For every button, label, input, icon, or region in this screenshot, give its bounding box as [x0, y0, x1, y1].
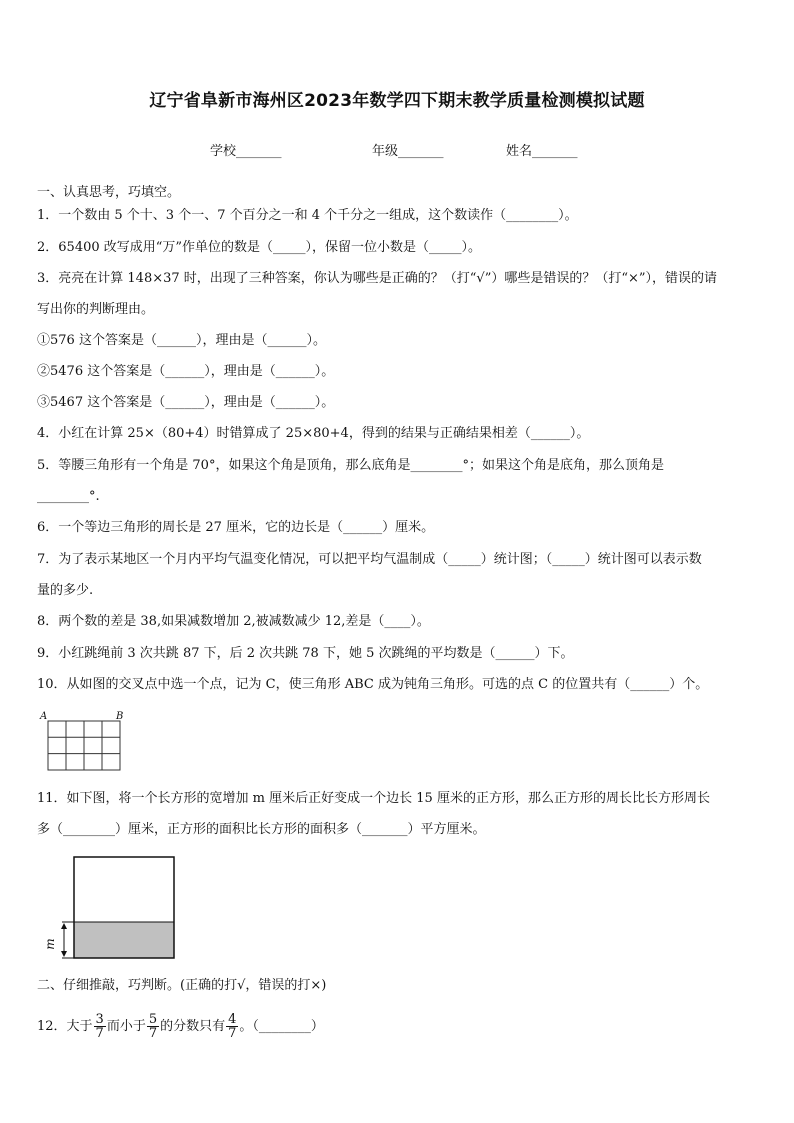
- school-field[interactable]: 学校_______: [210, 144, 282, 159]
- question-4: 4．小红在计算 25×（80+4）时错算成了 25×80+4，得到的结果与正确结果相差（______）。: [37, 426, 590, 441]
- question-3-option-1: ①576 这个答案是（______），理由是（______）。: [37, 333, 326, 348]
- arrow-up-icon: [61, 923, 67, 929]
- question-1: 1．一个数由 5 个十、3 个一、7 个百分之一和 4 个千分之一组成，这个数读作（________）。: [37, 208, 578, 223]
- q12-mid: 而小于: [106, 1019, 146, 1034]
- question-6: 6．一个等边三角形的周长是 27 厘米，它的边长是（______）厘米。: [37, 520, 435, 535]
- page-title: 辽宁省阜新市海州区2023年数学四下期末教学质量检测模拟试题: [149, 91, 645, 111]
- question-7-line-2: 量的多少.: [37, 583, 94, 598]
- grade-field[interactable]: 年级_______: [372, 144, 444, 159]
- fraction-5-7: [147, 1013, 159, 1040]
- q12-prefix: 12．大于: [37, 1019, 93, 1034]
- question-9: 9．小红跳绳前 3 次共跳 87 下，后 2 次共跳 78 下，她 5 次跳绳的平均数是（______）下。: [37, 646, 574, 661]
- added-strip: [74, 922, 174, 958]
- question-3-line-1: 3．亮亮在计算 148×37 时，出现了三种答案，你认为哪些是正确的？（打“√”）哪些是错误的？（打“×”），错误的请: [37, 271, 718, 286]
- fraction-denominator: 7: [148, 1026, 158, 1041]
- q12-mid2: 的分数只有: [160, 1019, 226, 1034]
- fraction-numerator: 5: [148, 1012, 158, 1027]
- question-8: 8．两个数的差是 38,如果减数增加 2,被减数减少 12,差是（____）。: [37, 614, 430, 629]
- point-b-label: B: [116, 711, 124, 722]
- question-3-option-3: ③5467 这个答案是（______），理由是（______）。: [37, 395, 335, 410]
- name-field[interactable]: 姓名_______: [506, 144, 578, 159]
- fraction-numerator: 4: [228, 1012, 237, 1027]
- arrow-down-icon: [61, 951, 67, 957]
- q12-suffix: 。（________）: [239, 1019, 324, 1034]
- question-10-grid-figure: [36, 708, 132, 774]
- question-2: 2．65400 改写成用“万”作单位的数是（_____），保留一位小数是（_____）。: [37, 240, 482, 255]
- point-a-label: A: [40, 711, 48, 722]
- question-12: [37, 1012, 324, 1042]
- question-11-line-1: 11．如下图，将一个长方形的宽增加 m 厘米后正好变成一个边长 15 厘米的正方形，那么正方形的周长比长方形周长: [37, 791, 710, 806]
- question-11-line-2: 多（________）厘米，正方形的面积比长方形的面积多（_______）平方厘米。: [37, 822, 486, 837]
- fraction-numerator: 3: [95, 1012, 104, 1027]
- grid-lines: [48, 721, 120, 770]
- fraction-denominator: 7: [95, 1026, 104, 1041]
- question-5-line-2: ________°.: [37, 489, 100, 504]
- fraction-4-7: [226, 1013, 238, 1040]
- fraction-denominator: 7: [228, 1026, 237, 1041]
- question-11-square-figure: [40, 852, 180, 964]
- section-1-heading: 一、认真思考，巧填空。: [37, 185, 181, 200]
- question-7-line-1: 7．为了表示某地区一个月内平均气温变化情况，可以把平均气温制成（_____）统计图；（_____）统计图可以表示数: [37, 552, 702, 567]
- section-2-heading: 二、仔细推敲，巧判断。(正确的打√，错误的打×): [37, 978, 327, 993]
- question-3-option-2: ②5476 这个答案是（______），理由是（______）。: [37, 364, 335, 379]
- question-3-line-2: 写出你的判断理由。: [37, 302, 155, 317]
- question-5-line-1: 5．等腰三角形有一个角是 70°，如果这个角是顶角，那么底角是________°；如果这个角是底角，那么顶角是: [37, 458, 664, 473]
- m-label: m: [43, 938, 57, 950]
- fraction-3-7: [94, 1013, 106, 1040]
- question-10: 10．从如图的交叉点中选一个点，记为 C，使三角形 ABC 成为钝角三角形。可选的点 C 的位置共有（______）个。: [37, 677, 709, 692]
